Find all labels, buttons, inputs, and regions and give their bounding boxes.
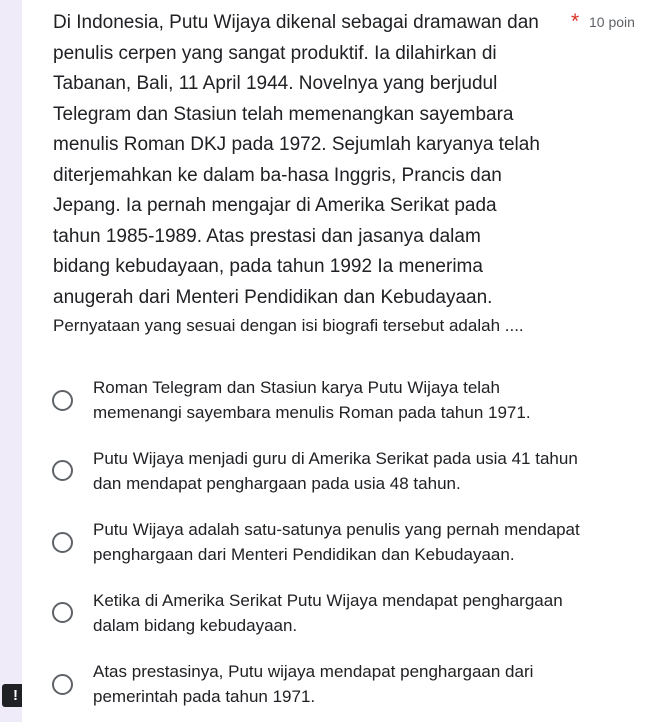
option-line: pemerintah pada tahun 1971. xyxy=(93,687,316,706)
option-line: Roman Telegram dan Stasiun karya Putu Wijaya telah xyxy=(93,378,500,397)
question-prompt: Pernyataan yang sesuai dengan isi biografi tersebut adalah .... xyxy=(53,316,524,335)
option-line: dalam bidang kebudayaan. xyxy=(93,616,298,635)
option-line: memenangi sayembara menulis Roman pada tahun 1971. xyxy=(93,403,531,422)
radio-option-label[interactable] xyxy=(93,446,643,496)
radio-button-icon[interactable] xyxy=(52,460,73,481)
report-problem-icon[interactable]: ! xyxy=(2,684,29,707)
option-line: Ketika di Amerika Serikat Putu Wijaya mendapat penghargaan xyxy=(93,591,563,610)
question-title-line: diterjemahkan ke dalam ba-hasa Inggris, Prancis dan xyxy=(53,164,502,186)
radio-option-label[interactable] xyxy=(93,659,643,709)
question-title-line: tahun 1985-1989. Atas prestasi dan jasanya dalam xyxy=(53,225,481,247)
question-title xyxy=(53,8,585,313)
option-line: Putu Wijaya adalah satu-satunya penulis yang pernah mendapat xyxy=(93,520,580,539)
option-line: Putu Wijaya menjadi guru di Amerika Serikat pada usia 41 tahun xyxy=(93,449,578,468)
option-line: dan mendapat penghargaan pada usia 48 tahun. xyxy=(93,474,461,493)
radio-button-icon[interactable] xyxy=(52,674,73,695)
required-asterisk: * xyxy=(571,10,580,33)
radio-option-label[interactable] xyxy=(93,375,643,425)
question-title-line: Di Indonesia, Putu Wijaya dikenal sebagai dramawan dan xyxy=(53,12,539,33)
question-title-line: Jepang. Ia pernah mengajar di Amerika Serikat pada xyxy=(53,195,497,216)
option-line: Atas prestasinya, Putu wijaya mendapat penghargaan dari xyxy=(93,662,534,681)
question-card xyxy=(22,0,649,722)
question-title-line: menulis Roman DKJ pada 1972. Sejumlah karyanya telah xyxy=(53,134,540,155)
radio-option-label[interactable] xyxy=(93,588,643,638)
left-accent-stripe xyxy=(0,0,22,722)
radio-button-icon[interactable] xyxy=(52,532,73,553)
radio-option-label[interactable] xyxy=(93,517,643,567)
question-title-line: Tabanan, Bali, 11 April 1944. Novelnya yang berjudul xyxy=(53,73,498,94)
question-title-line: anugerah dari Menteri Pendidikan dan Kebudayaan. xyxy=(53,286,493,308)
question-title-line: bidang kebudayaan, pada tahun 1992 Ia menerima xyxy=(53,256,483,277)
points-label: 10 poin xyxy=(589,14,635,30)
radio-button-icon[interactable] xyxy=(52,602,73,623)
question-title-line: Telegram dan Stasiun telah memenangkan sayembara xyxy=(53,103,514,125)
question-title-line: penulis cerpen yang sangat produktif. Ia dilahirkan di xyxy=(53,42,497,64)
radio-button-icon[interactable] xyxy=(52,390,73,411)
option-line: penghargaan dari Menteri Pendidikan dan Kebudayaan. xyxy=(93,545,515,564)
